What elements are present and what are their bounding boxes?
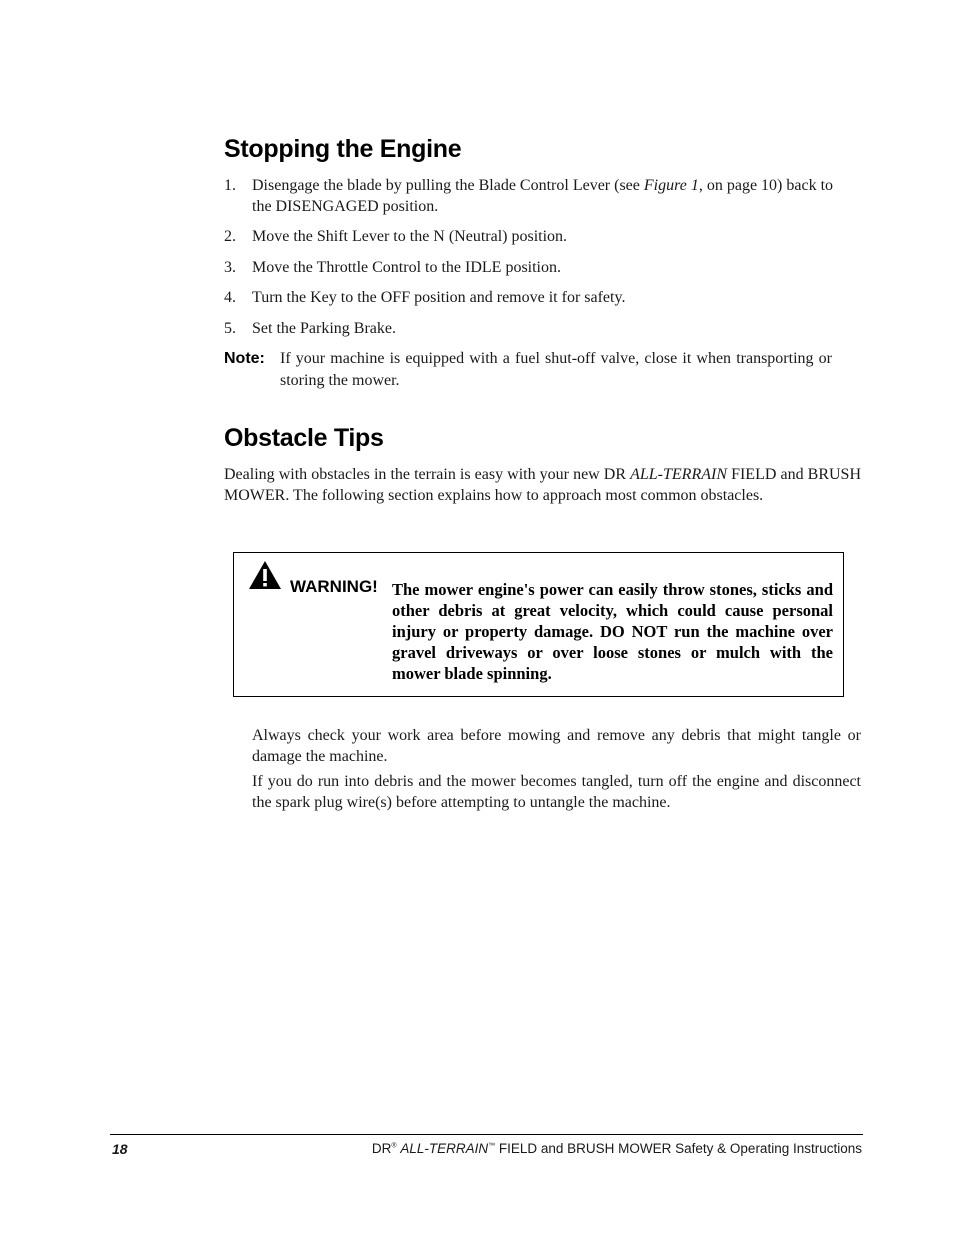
note-block bbox=[224, 348, 832, 392]
section-heading-obstacle-tips: Obstacle Tips bbox=[224, 424, 384, 452]
page-number: 18 bbox=[112, 1141, 128, 1157]
list-text: Move the Throttle Control to the IDLE position. bbox=[252, 259, 561, 276]
product-name-italic: ALL-TERRAIN bbox=[630, 466, 727, 483]
paragraph-check-work-area: Always check your work area before mowing and remove any debris that might tangle or damage the machine. bbox=[252, 727, 861, 765]
list-text: Move the Shift Lever to the N (Neutral) position. bbox=[252, 228, 568, 245]
figure-reference: Figure 1 bbox=[643, 177, 699, 194]
intro-paragraph: Dealing with obstacles in the terrain is easy with your new DR ALL-TERRAIN FIELD and BRUSH MOWER. The following section explains how to approach most common obstacles. bbox=[224, 466, 861, 504]
section-heading-stopping-engine: Stopping the Engine bbox=[224, 135, 462, 163]
footer-divider bbox=[110, 1134, 863, 1135]
list-number: 1. bbox=[224, 177, 236, 194]
list-number: 4. bbox=[224, 289, 236, 306]
note-text: If your machine is equipped with a fuel shut-off valve, close it when transporting or storing the mower. bbox=[280, 350, 832, 389]
paragraph-tangled-debris: If you do run into debris and the mower becomes tangled, turn off the engine and disconnect the spark plug wire(s) before attempting to untangle the machine. bbox=[252, 773, 861, 811]
list-text: Disengage the blade by pulling the Blade Control Lever (see Figure 1, on page 10) back to the DISENGAGED position. bbox=[252, 177, 834, 215]
list-text: Turn the Key to the OFF position and remove it for safety. bbox=[252, 289, 626, 306]
list-text: Set the Parking Brake. bbox=[252, 320, 396, 337]
warning-label: WARNING! bbox=[290, 577, 378, 596]
footer-title: DR® ALL-TERRAIN™ FIELD and BRUSH MOWER Safety & Operating Instructions bbox=[371, 1141, 862, 1156]
warning-text: The mower engine's power can easily throw stones, sticks and other debris at great velocity, which could cause personal injury or property damage. DO NOT run the machine over gravel driveways or over loose stones or mulch with the mower blade spinning. bbox=[392, 580, 833, 683]
list-number: 5. bbox=[224, 320, 236, 337]
list-number: 2. bbox=[224, 228, 236, 245]
warning-triangle-icon bbox=[248, 560, 282, 590]
note-label: Note: bbox=[224, 350, 265, 367]
list-number: 3. bbox=[224, 259, 236, 276]
warning-box bbox=[233, 552, 844, 697]
